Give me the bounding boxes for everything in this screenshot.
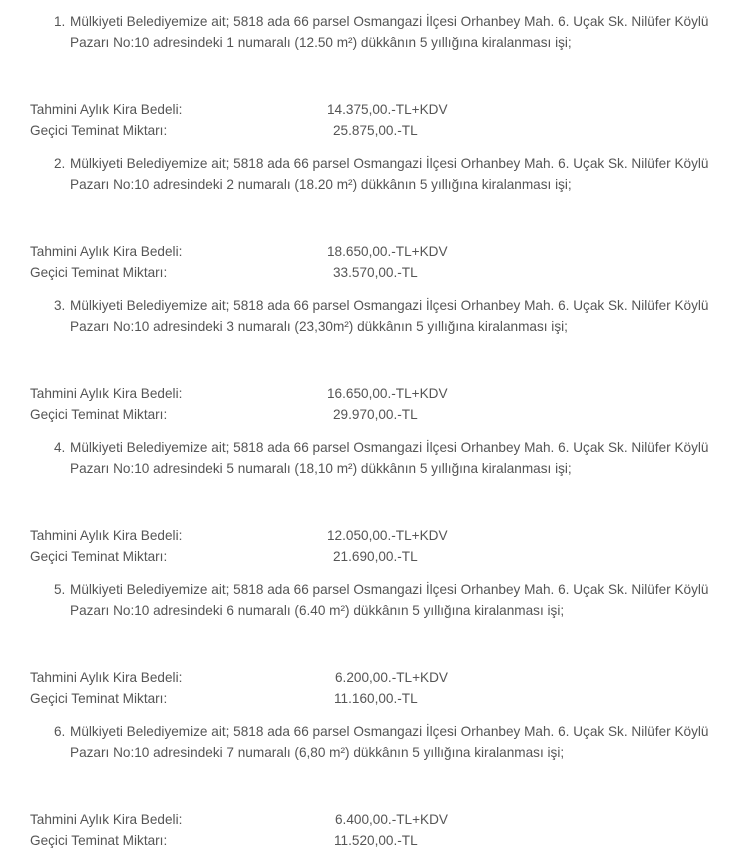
deposit-value: 25.875,00.-TL	[333, 123, 418, 138]
item-description-line-2: Pazarı No:10 adresindeki 7 numaralı (6,80 m²) dükkânın 5 yıllığına kiralanması işi;	[70, 745, 565, 760]
item-number: 2.	[54, 156, 66, 171]
item-description-line-2: Pazarı No:10 adresindeki 1 numaralı (12.50 m²) dükkânın 5 yıllığına kiralanması işi;	[70, 35, 572, 50]
deposit-label: Geçici Teminat Miktarı:	[30, 407, 168, 422]
tender-item	[0, 576, 756, 718]
rent-value: 12.050,00.-TL+KDV	[327, 528, 448, 543]
tender-item	[0, 150, 756, 292]
rent-value: 6.400,00.-TL+KDV	[335, 812, 448, 827]
rent-label: Tahmini Aylık Kira Bedeli:	[30, 244, 183, 259]
item-number: 6.	[54, 724, 66, 739]
deposit-row	[30, 688, 750, 709]
item-number: 1.	[54, 14, 66, 29]
deposit-value: 33.570,00.-TL	[333, 265, 418, 280]
rent-label: Tahmini Aylık Kira Bedeli:	[30, 670, 183, 685]
deposit-row	[30, 262, 750, 283]
deposit-value: 11.520,00.-TL	[334, 833, 418, 848]
rent-row	[30, 809, 750, 830]
rent-label: Tahmini Aylık Kira Bedeli:	[30, 528, 183, 543]
deposit-row	[30, 830, 750, 851]
item-description-line-2: Pazarı No:10 adresindeki 6 numaralı (6.40 m²) dükkânın 5 yıllığına kiralanması işi;	[70, 603, 565, 618]
deposit-row	[30, 120, 750, 141]
rent-row	[30, 525, 750, 546]
item-description	[54, 11, 744, 53]
item-description-line-1: Mülkiyeti Belediyemize ait; 5818 ada 66 parsel Osmangazi İlçesi Orhanbey Mah. 6. Uçak Sk. Nilüfer Köylü	[70, 298, 709, 313]
rent-value: 14.375,00.-TL+KDV	[327, 102, 448, 117]
tender-item	[0, 292, 756, 434]
deposit-row	[30, 546, 750, 567]
deposit-row	[30, 404, 750, 425]
deposit-label: Geçici Teminat Miktarı:	[30, 691, 168, 706]
rent-row	[30, 99, 750, 120]
rent-row	[30, 241, 750, 262]
item-description-line-1: Mülkiyeti Belediyemize ait; 5818 ada 66 parsel Osmangazi İlçesi Orhanbey Mah. 6. Uçak Sk. Nilüfer Köylü	[70, 14, 709, 29]
rent-row	[30, 383, 750, 404]
item-description	[54, 579, 744, 621]
rent-value: 18.650,00.-TL+KDV	[327, 244, 448, 259]
tender-item	[0, 718, 756, 860]
item-description-line-2: Pazarı No:10 adresindeki 5 numaralı (18,10 m²) dükkânın 5 yıllığına kiralanması işi;	[70, 461, 572, 476]
item-description	[54, 721, 744, 763]
rent-row	[30, 667, 750, 688]
rent-label: Tahmini Aylık Kira Bedeli:	[30, 812, 183, 827]
tender-item	[0, 8, 756, 150]
item-description-line-1: Mülkiyeti Belediyemize ait; 5818 ada 66 parsel Osmangazi İlçesi Orhanbey Mah. 6. Uçak Sk. Nilüfer Köylü	[70, 156, 709, 171]
tender-item	[0, 434, 756, 576]
rent-value: 16.650,00.-TL+KDV	[327, 386, 448, 401]
deposit-value: 11.160,00.-TL	[334, 691, 418, 706]
deposit-label: Geçici Teminat Miktarı:	[30, 265, 168, 280]
item-description	[54, 437, 744, 479]
item-description-line-1: Mülkiyeti Belediyemize ait; 5818 ada 66 parsel Osmangazi İlçesi Orhanbey Mah. 6. Uçak Sk. Nilüfer Köylü	[70, 724, 709, 739]
item-description-line-1: Mülkiyeti Belediyemize ait; 5818 ada 66 parsel Osmangazi İlçesi Orhanbey Mah. 6. Uçak Sk. Nilüfer Köylü	[70, 582, 709, 597]
deposit-label: Geçici Teminat Miktarı:	[30, 549, 168, 564]
item-description	[54, 153, 744, 195]
item-number: 5.	[54, 582, 66, 597]
item-number: 3.	[54, 298, 66, 313]
deposit-label: Geçici Teminat Miktarı:	[30, 833, 168, 848]
item-description-line-2: Pazarı No:10 adresindeki 2 numaralı (18.20 m²) dükkânın 5 yıllığına kiralanması işi;	[70, 177, 572, 192]
deposit-value: 29.970,00.-TL	[333, 407, 418, 422]
rent-label: Tahmini Aylık Kira Bedeli:	[30, 386, 183, 401]
item-description-line-1: Mülkiyeti Belediyemize ait; 5818 ada 66 parsel Osmangazi İlçesi Orhanbey Mah. 6. Uçak Sk. Nilüfer Köylü	[70, 440, 709, 455]
rent-label: Tahmini Aylık Kira Bedeli:	[30, 102, 183, 117]
rent-value: 6.200,00.-TL+KDV	[335, 670, 448, 685]
item-number: 4.	[54, 440, 66, 455]
item-description-line-2: Pazarı No:10 adresindeki 3 numaralı (23,30m²) dükkânın 5 yıllığına kiralanması işi;	[70, 319, 568, 334]
deposit-value: 21.690,00.-TL	[333, 549, 418, 564]
deposit-label: Geçici Teminat Miktarı:	[30, 123, 168, 138]
item-description	[54, 295, 744, 337]
